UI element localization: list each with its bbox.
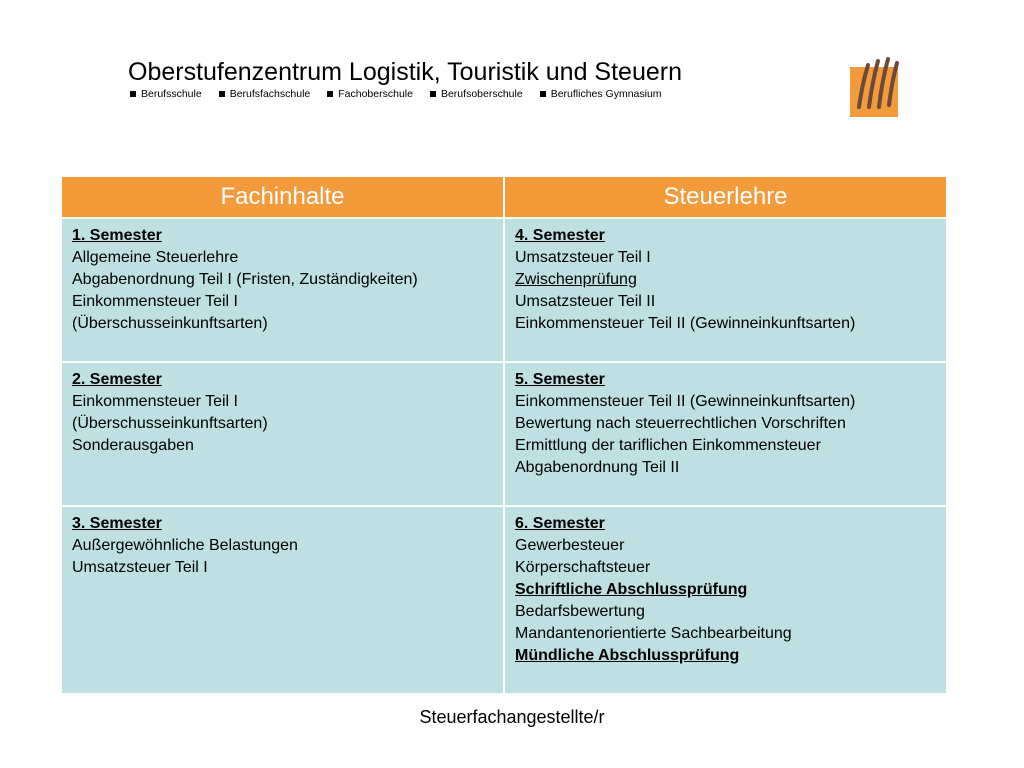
subject-line: Einkommensteuer Teil I xyxy=(72,293,238,310)
subject-line: Umsatzsteuer Teil I xyxy=(72,559,208,576)
subject-line: Umsatzsteuer Teil I xyxy=(515,249,651,266)
subject-line: Abgabenordnung Teil II xyxy=(515,459,680,476)
page-title: Oberstufenzentrum Logistik, Touristik und Steuern xyxy=(128,58,682,86)
subject-line: (Überschusseinkunftsarten) xyxy=(72,315,268,332)
school-type-label: Berufsoberschule xyxy=(440,88,523,100)
column-header-steuerlehre: Steuerlehre xyxy=(504,176,947,218)
subject-line: Einkommensteuer Teil II (Gewinneinkunftsarten) xyxy=(515,393,856,410)
subject-line: Einkommensteuer Teil I xyxy=(72,393,238,410)
bullet-square-icon xyxy=(327,91,333,97)
subject-line: Bewertung nach steuerrechtlichen Vorschriften xyxy=(515,415,846,432)
school-type-item xyxy=(327,88,413,100)
school-type-label: Berufliches Gymnasium xyxy=(550,88,662,100)
school-type-item xyxy=(130,88,202,100)
semester-cell xyxy=(61,362,504,506)
school-type-item xyxy=(540,88,662,100)
bullet-square-icon xyxy=(540,91,546,97)
subject-line: Bedarfsbewertung xyxy=(515,603,645,620)
semester-heading: 6. Semester xyxy=(515,515,605,532)
school-type-label: Fachoberschule xyxy=(338,88,413,100)
subject-line: Allgemeine Steuerlehre xyxy=(72,249,239,266)
subject-line: Sonderausgaben xyxy=(72,437,194,454)
semester-heading: 4. Semester xyxy=(515,227,605,244)
semester-heading: 1. Semester xyxy=(72,227,162,244)
subject-line: Schriftliche Abschlussprüfung xyxy=(515,581,748,598)
semester-cell xyxy=(504,218,947,362)
semester-cell xyxy=(61,506,504,694)
subject-line: Gewerbesteuer xyxy=(515,537,625,554)
table-row xyxy=(61,506,947,694)
semester-heading: 3. Semester xyxy=(72,515,162,532)
semester-cell xyxy=(504,506,947,694)
subject-line: Mandantenorientierte Sachbearbeitung xyxy=(515,625,792,642)
semester-heading: 5. Semester xyxy=(515,371,605,388)
subject-line: Einkommensteuer Teil II (Gewinneinkunftsarten) xyxy=(515,315,856,332)
semester-heading: 2. Semester xyxy=(72,371,162,388)
school-type-label: Berufsschule xyxy=(141,88,202,100)
semester-cell xyxy=(61,218,504,362)
subject-line: Abgabenordnung Teil I (Fristen, Zuständigkeiten) xyxy=(72,271,418,288)
school-logo-icon xyxy=(850,55,900,117)
header xyxy=(128,56,682,100)
bullet-square-icon xyxy=(430,91,436,97)
table-row xyxy=(61,218,947,362)
curriculum-table xyxy=(60,175,948,695)
footer-caption: Steuerfachangestellte/r xyxy=(419,707,605,727)
table-row xyxy=(61,362,947,506)
school-type-item xyxy=(219,88,311,100)
column-header-fachinhalte: Fachinhalte xyxy=(61,176,504,218)
school-type-item xyxy=(430,88,523,100)
school-types-list xyxy=(130,88,682,100)
subject-line: Umsatzsteuer Teil II xyxy=(515,293,656,310)
school-type-label: Berufsfachschule xyxy=(229,88,311,100)
semester-cell xyxy=(504,362,947,506)
subject-line: Mündliche Abschlussprüfung xyxy=(515,647,740,664)
subject-line: (Überschusseinkunftsarten) xyxy=(72,415,268,432)
subject-line: Körperschaftsteuer xyxy=(515,559,651,576)
bullet-square-icon xyxy=(130,91,136,97)
subject-line: Zwischenprüfung xyxy=(515,271,637,288)
subject-line: Außergewöhnliche Belastungen xyxy=(72,537,298,554)
subject-line: Ermittlung der tariflichen Einkommensteuer xyxy=(515,437,821,454)
bullet-square-icon xyxy=(219,91,225,97)
